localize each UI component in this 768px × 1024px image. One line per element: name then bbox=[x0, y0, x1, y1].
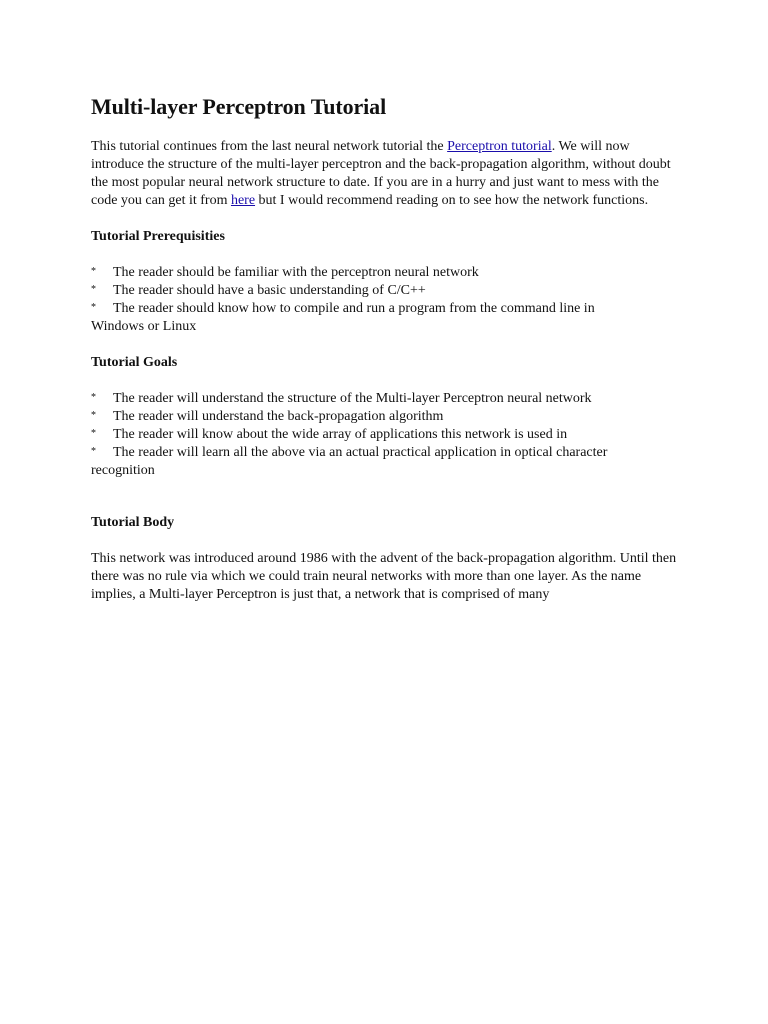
list-item-text: The reader should be familiar with the perceptron neural network bbox=[113, 265, 479, 280]
bullet-icon: * bbox=[91, 284, 96, 295]
list-item bbox=[91, 300, 651, 336]
perceptron-tutorial-link[interactable]: Perceptron tutorial bbox=[447, 139, 552, 154]
bullet-icon: * bbox=[91, 446, 96, 457]
bullet-icon: * bbox=[91, 266, 96, 277]
document-page bbox=[91, 92, 691, 604]
prerequisites-heading: Tutorial Prerequisities bbox=[91, 229, 225, 244]
list-item bbox=[91, 282, 651, 300]
list-item-text: The reader should have a basic understanding of C/C++ bbox=[113, 283, 426, 298]
list-item bbox=[91, 444, 651, 480]
intro-paragraph bbox=[91, 138, 681, 210]
goals-list bbox=[91, 390, 691, 480]
list-item bbox=[91, 426, 651, 444]
prerequisites-list bbox=[91, 264, 691, 336]
bullet-icon: * bbox=[91, 392, 96, 403]
list-item-text: The reader will understand the back-propagation algorithm bbox=[113, 409, 444, 424]
bullet-icon: * bbox=[91, 410, 96, 421]
body-paragraph: This network was introduced around 1986 with the advent of the back-propagation algorithm. Until then there was no rule via which we could train neural networks with more than one layer. As the name implies, a Multi-layer Perceptron is just that, a network that is comprised of many bbox=[91, 551, 677, 602]
intro-text-3: but I would recommend reading on to see how the network functions. bbox=[255, 193, 649, 208]
list-item bbox=[91, 408, 651, 426]
page-title: Multi-layer Perceptron Tutorial bbox=[91, 94, 387, 119]
bullet-icon: * bbox=[91, 428, 96, 439]
list-item bbox=[91, 390, 651, 408]
body-heading: Tutorial Body bbox=[91, 515, 175, 530]
bullet-icon: * bbox=[91, 302, 96, 313]
list-item-text: The reader will know about the wide array of applications this network is used in bbox=[113, 427, 568, 442]
goals-heading: Tutorial Goals bbox=[91, 355, 178, 370]
intro-text-2: . We will now introduce the structure of the multi-layer perceptron and the back-propagation algorithm, without doubt the most popular neural network structure to date. If you are in a hurry and just want to mess with the code you can get it from bbox=[91, 139, 671, 208]
code-download-link[interactable]: here bbox=[230, 193, 256, 208]
list-item bbox=[91, 264, 651, 282]
list-item-text: The reader should know how to compile and run a program from the command line in Windows or Linux bbox=[91, 301, 595, 334]
intro-text-1: This tutorial continues from the last neural network tutorial the bbox=[91, 139, 448, 154]
list-item-text: The reader will learn all the above via an actual practical application in optical character recognition bbox=[91, 445, 608, 478]
list-item-text: The reader will understand the structure of the Multi-layer Perceptron neural network bbox=[113, 391, 592, 406]
